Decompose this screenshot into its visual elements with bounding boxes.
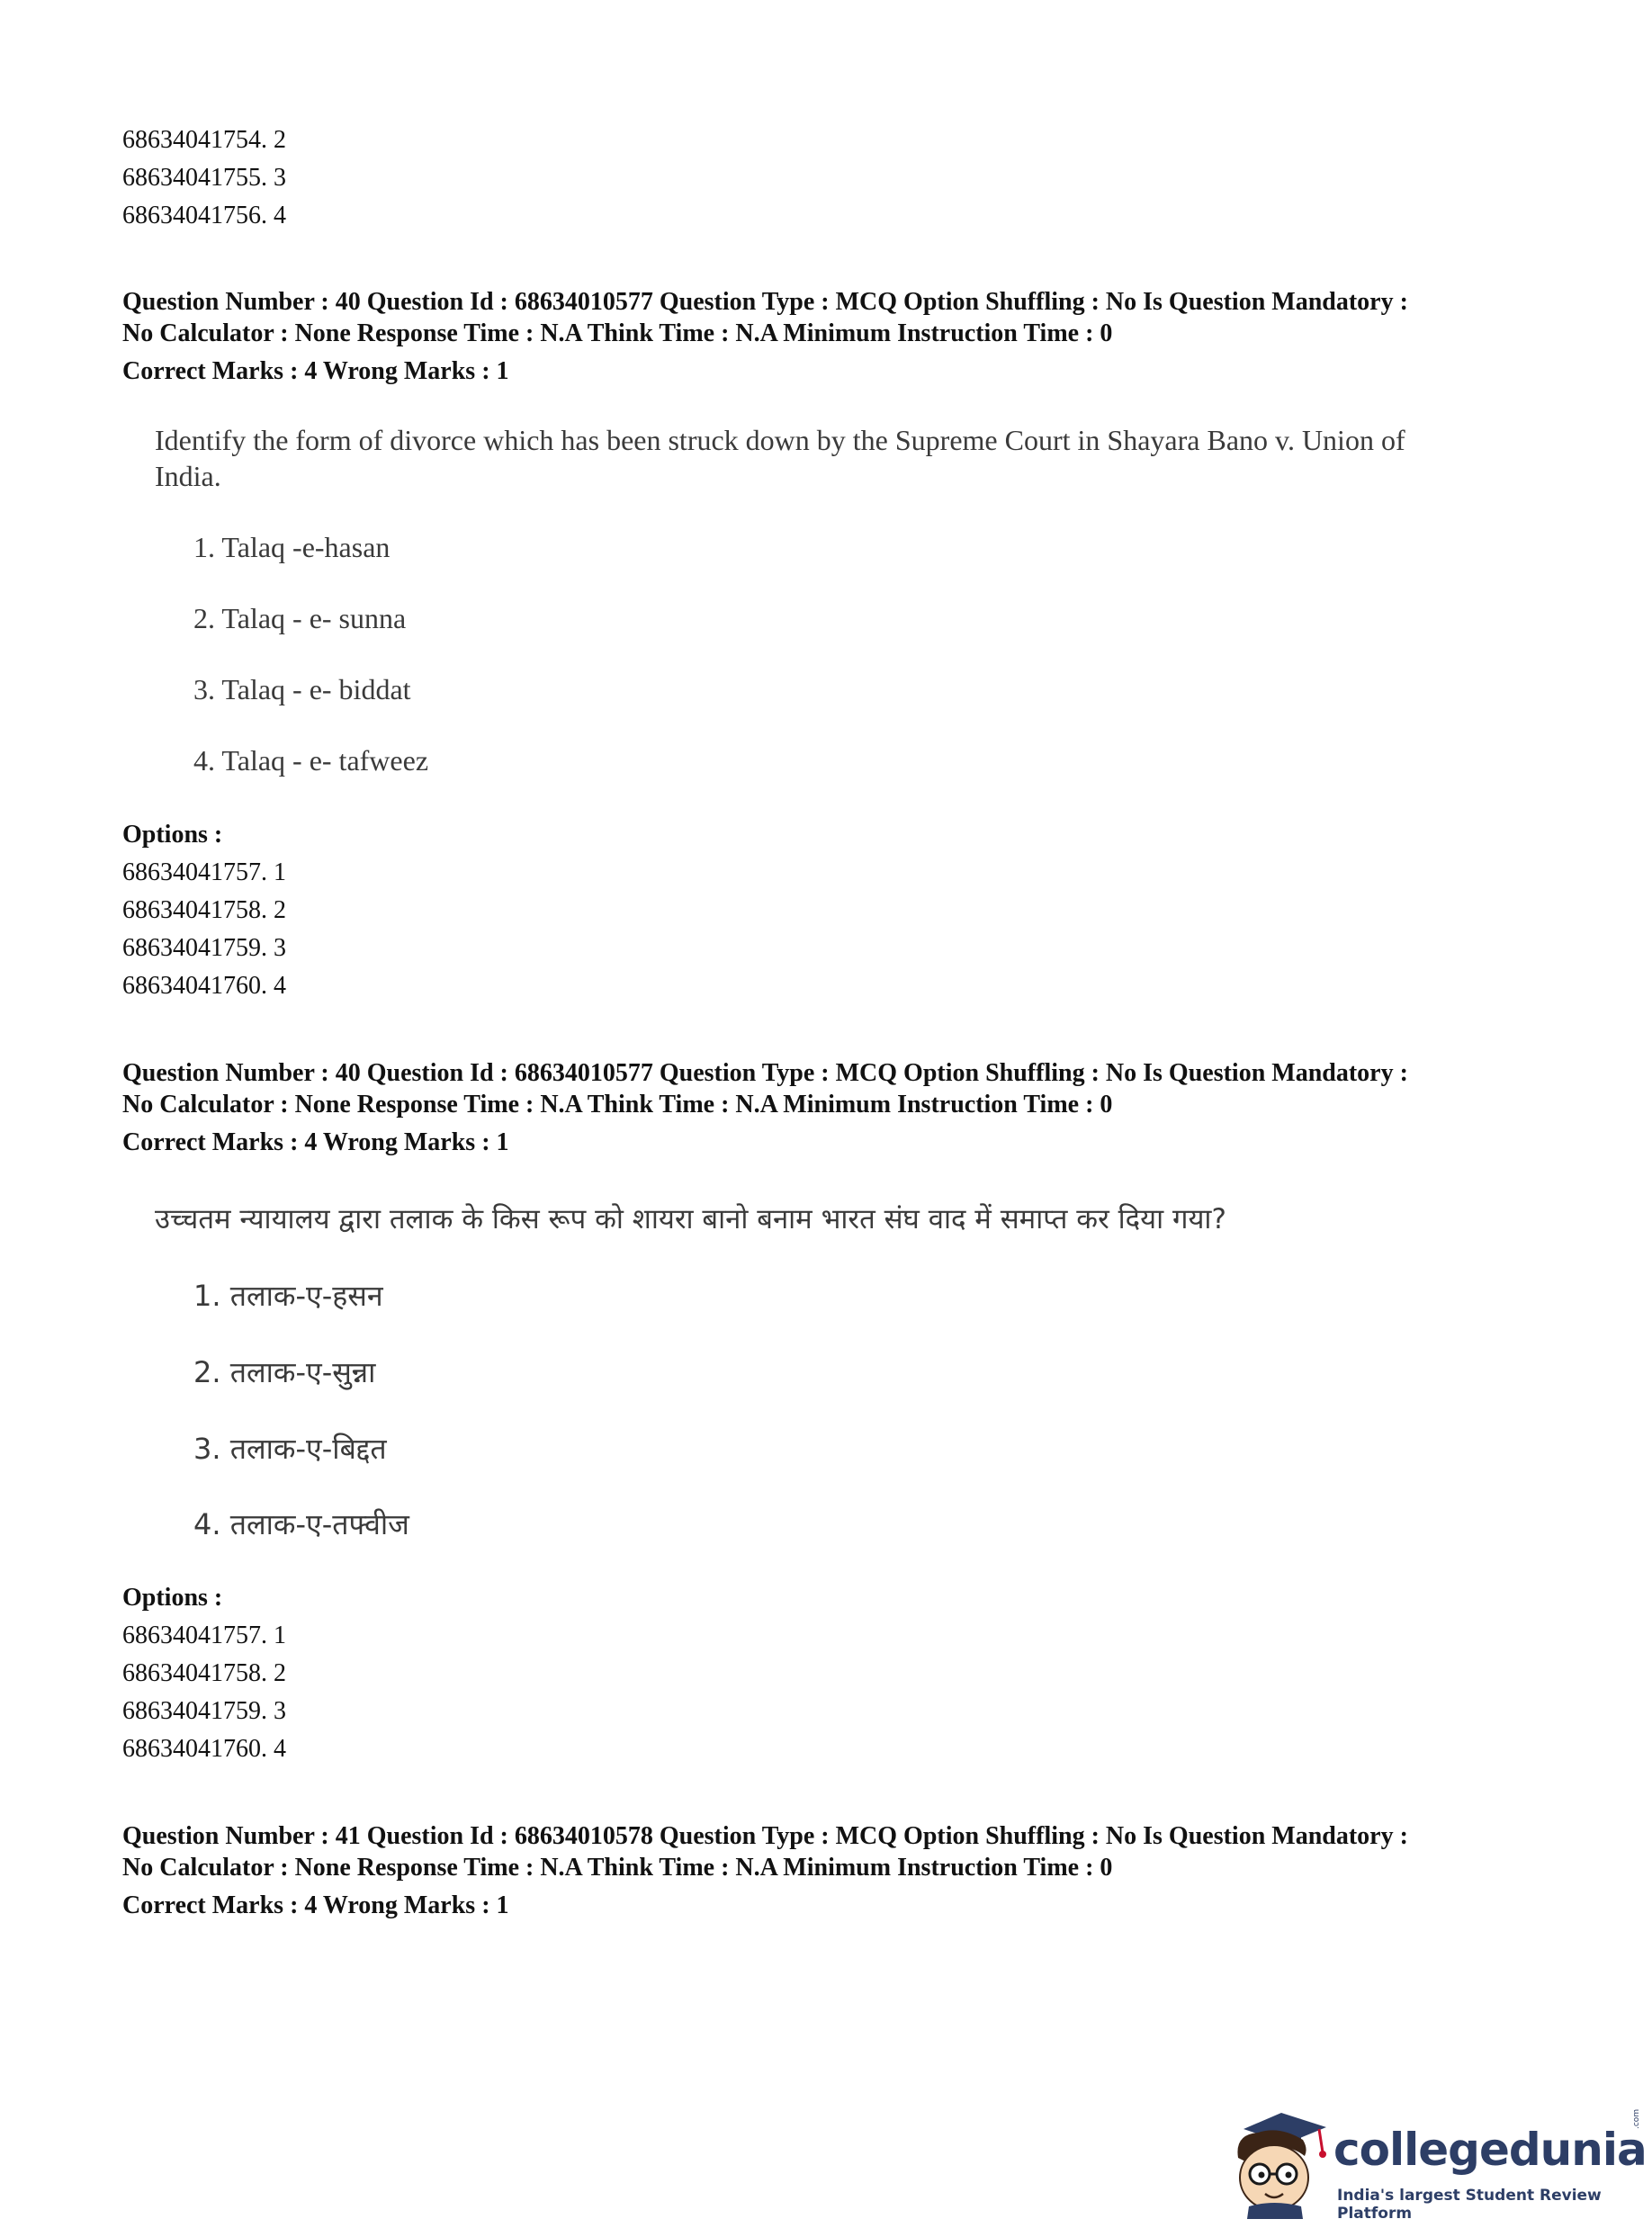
collegedunia-logo xyxy=(1226,2102,1647,2223)
question-header: No Calculator : None Response Time : N.A Think Time : N.A Minimum Instruction Time : 0 xyxy=(122,1091,1113,1118)
option-line: 68634041758. 2 xyxy=(122,1659,286,1687)
logo-wordmark: collegedunia xyxy=(1333,2124,1647,2176)
question-header: Question Number : 40 Question Id : 68634010577 Question Type : MCQ Option Shuffling : No Is Question Mandatory : xyxy=(122,1059,1408,1087)
marks-line: Correct Marks : 4 Wrong Marks : 1 xyxy=(122,357,509,385)
answer-choice: 4. तलाक-ए-तफ्वीज xyxy=(193,1507,409,1541)
student-mascot-icon xyxy=(1226,2102,1332,2219)
answer-choice: 4. Talaq - e- tafweez xyxy=(193,744,429,777)
option-line: 68634041757. 1 xyxy=(122,858,286,886)
marks-line: Correct Marks : 4 Wrong Marks : 1 xyxy=(122,1128,509,1156)
option-line: 68634041760. 4 xyxy=(122,972,286,1000)
option-line: 68634041758. 2 xyxy=(122,896,286,924)
answer-choice: 2. Talaq - e- sunna xyxy=(193,602,407,634)
options-label: Options : xyxy=(122,1584,223,1612)
answer-choice: 3. तलाक-ए-बिद्दत xyxy=(193,1432,387,1466)
question-text: Identify the form of divorce which has been struck down by the Supreme Court in Shayara Bano v. Union of xyxy=(155,424,1405,456)
option-line: 68634041757. 1 xyxy=(122,1622,286,1649)
option-line: 68634041760. 4 xyxy=(122,1735,286,1763)
answer-choice: 1. Talaq -e-hasan xyxy=(193,531,391,563)
question-text: उच्चतम न्यायालय द्वारा तलाक के किस रूप को शायरा बानो बनाम भारत संघ वाद में समाप्त कर दिया गया? xyxy=(155,1203,1226,1235)
marks-line: Correct Marks : 4 Wrong Marks : 1 xyxy=(122,1891,509,1919)
option-line: 68634041754. 2 xyxy=(122,126,286,154)
question-header: Question Number : 41 Question Id : 68634010578 Question Type : MCQ Option Shuffling : No Is Question Mandatory : xyxy=(122,1822,1408,1850)
question-text: India. xyxy=(155,460,221,492)
option-line: 68634041759. 3 xyxy=(122,1697,286,1725)
question-header: No Calculator : None Response Time : N.A Think Time : N.A Minimum Instruction Time : 0 xyxy=(122,319,1113,347)
question-header: No Calculator : None Response Time : N.A Think Time : N.A Minimum Instruction Time : 0 xyxy=(122,1854,1113,1882)
answer-choice: 2. तलाक-ए-सुन्ना xyxy=(193,1355,376,1389)
logo-tagline: India's largest Student Review Platform xyxy=(1337,2187,1602,2223)
answer-choice: 1. तलाक-ए-हसन xyxy=(193,1279,383,1313)
logo-domain-suffix: .com xyxy=(1632,2108,1641,2129)
options-label: Options : xyxy=(122,821,223,849)
option-line: 68634041756. 4 xyxy=(122,202,286,229)
option-line: 68634041755. 3 xyxy=(122,164,286,192)
question-header: Question Number : 40 Question Id : 68634010577 Question Type : MCQ Option Shuffling : No Is Question Mandatory : xyxy=(122,288,1408,316)
option-line: 68634041759. 3 xyxy=(122,934,286,962)
answer-choice: 3. Talaq - e- biddat xyxy=(193,673,411,705)
